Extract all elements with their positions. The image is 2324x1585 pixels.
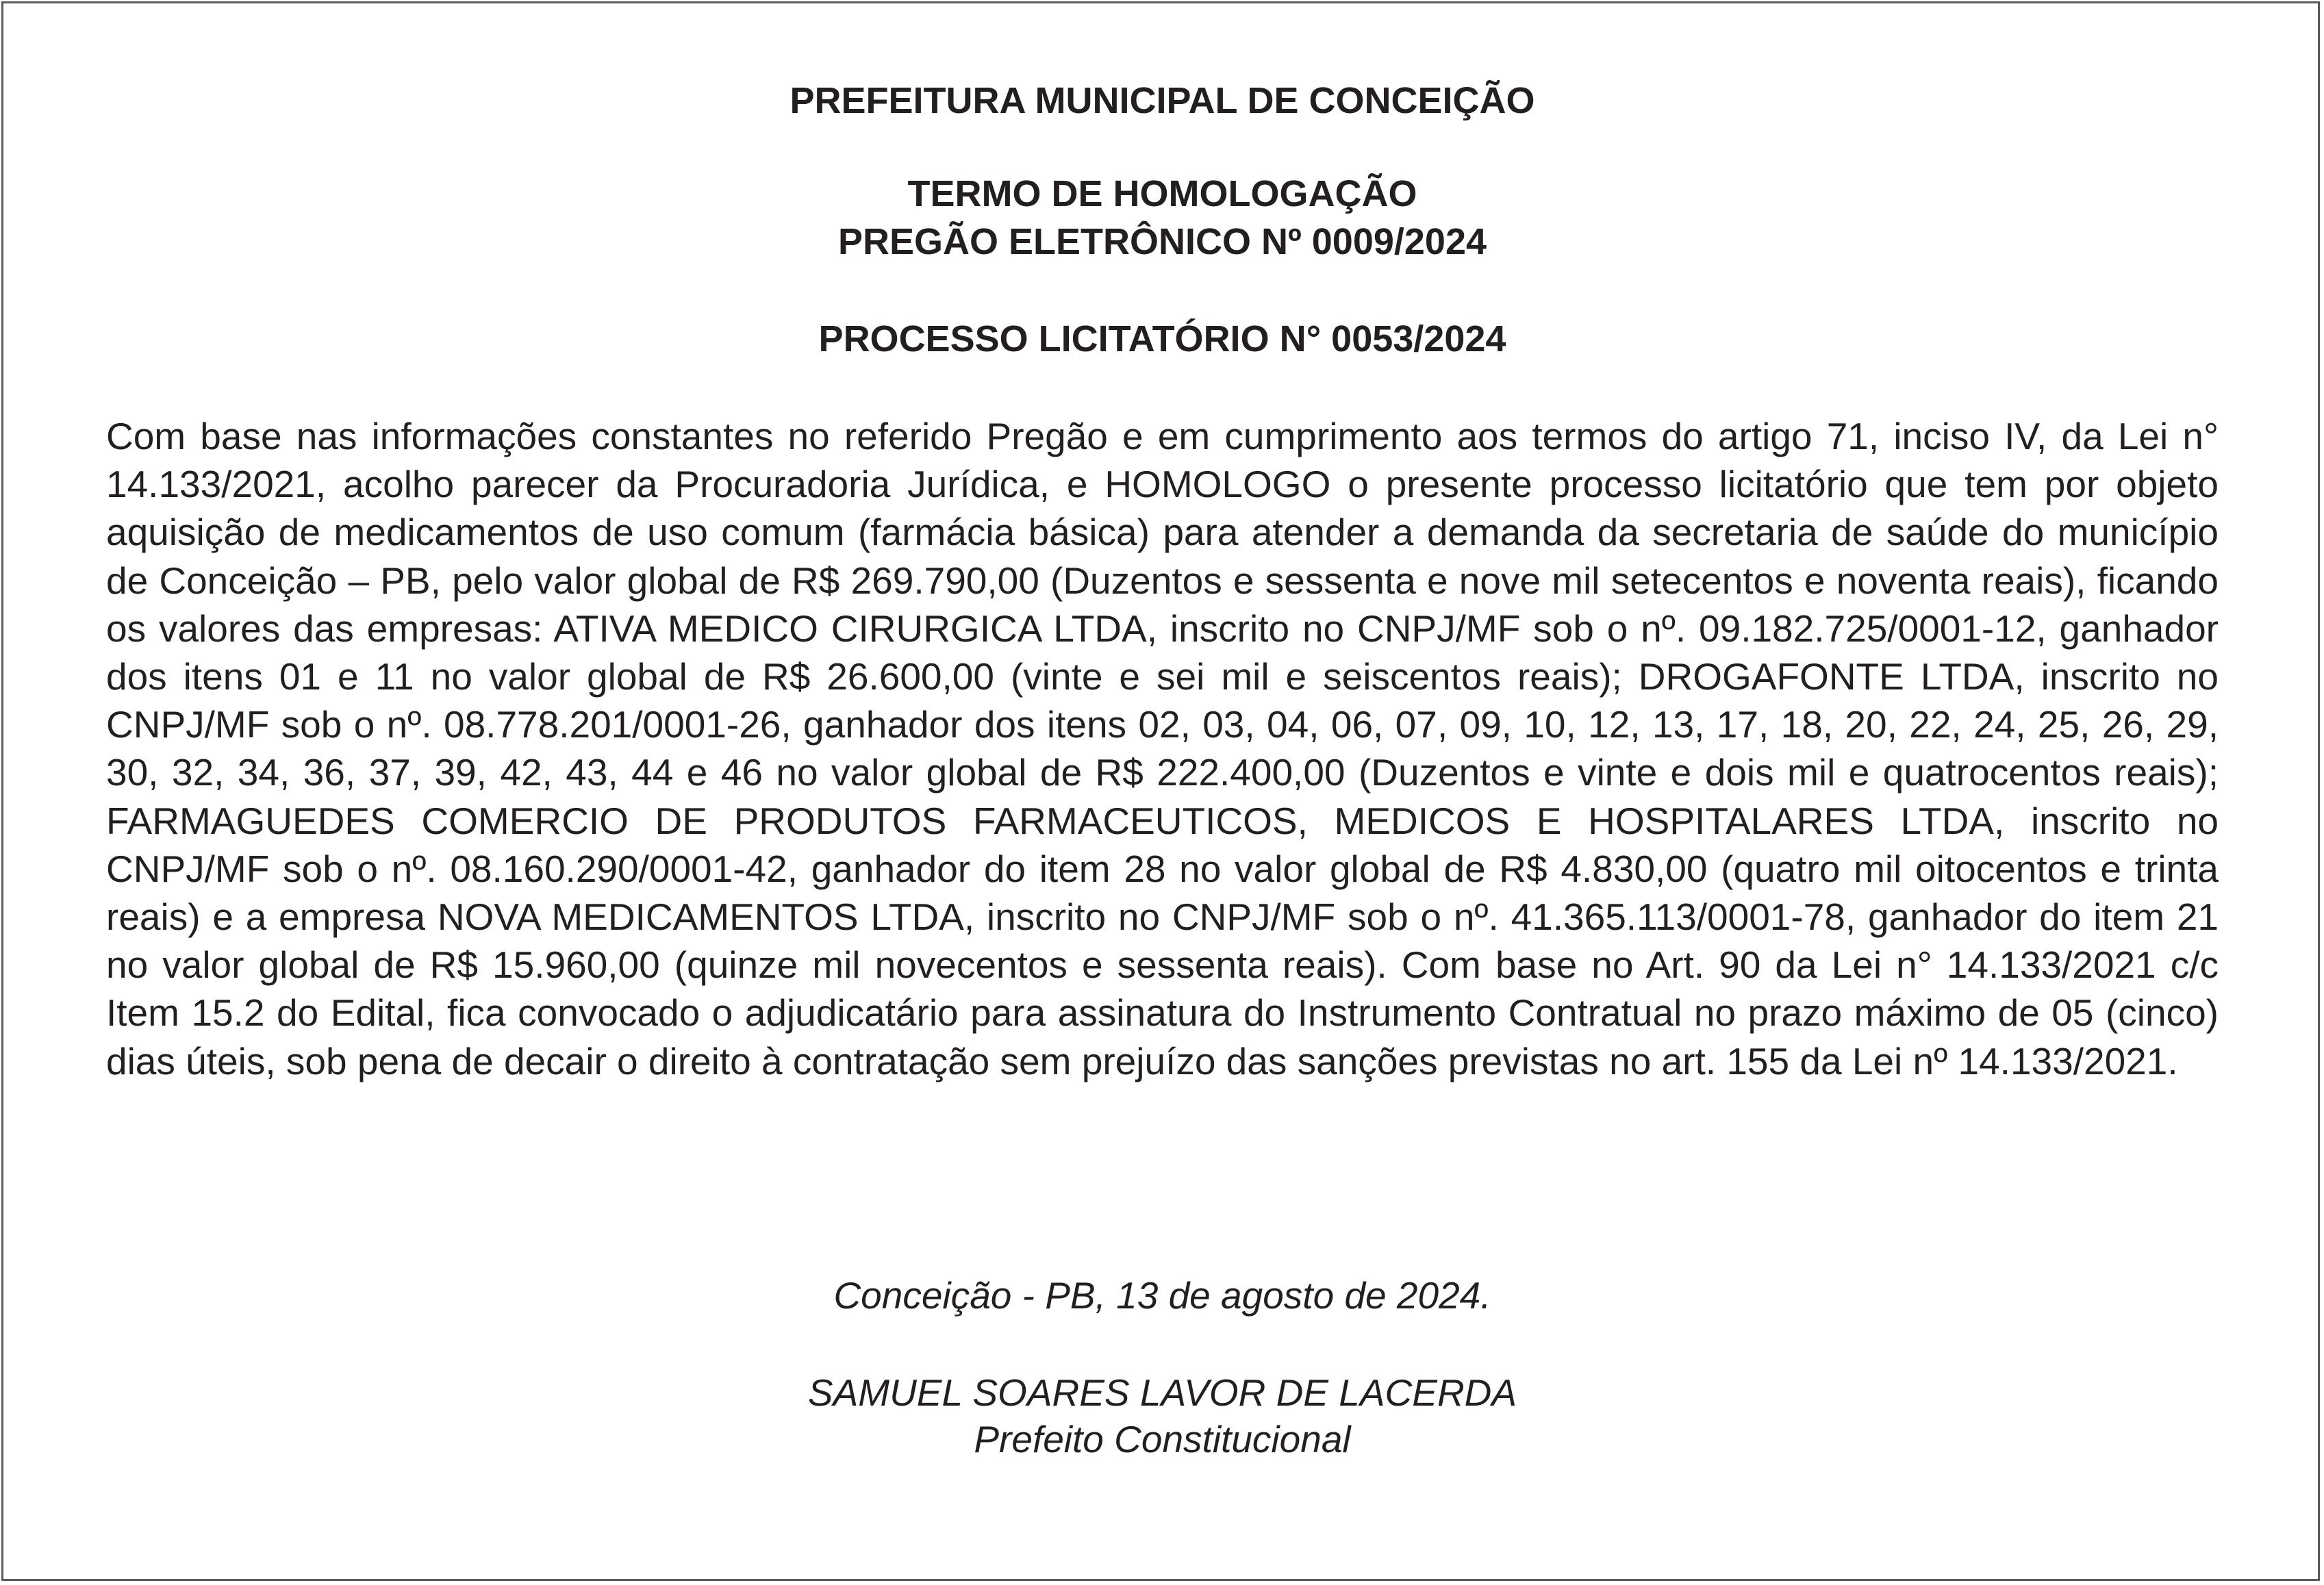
pregao-heading: PREGÃO ELETRÔNICO Nº 0009/2024 — [837, 221, 1487, 262]
signer-title: Prefeito Constitucional — [974, 1418, 1351, 1460]
signer-name: SAMUEL SOARES LAVOR DE LACERDA — [807, 1371, 1517, 1414]
body-paragraph: Com base nas informações constantes no referido Pregão e em cumprimento aos termos do artigo 71, inciso IV, da Lei n° 14.133/2021, acolho parecer da Procuradoria Jurídica, e HOMOLOGO o presente processo licitatório que tem por objeto aquisição de medicamentos de uso comum (farmácia básica) para atender a demanda da secretaria de saúde do município de Conceição – PB, pelo valor global de R$ 269.790,00 (Duzentos e sessenta e nove mil setecentos e noventa reais), ficando os valores das empresas: ATIVA MEDICO CIRURGICA LTDA, inscrito no CNPJ/MF sob o nº. 09.182.725/0001-12, ganhador dos itens 01 e 11 no valor global de R$ 26.600,00 (vinte e sei mil e seiscentos reais); DROGAFONTE LTDA, inscrito no CNPJ/MF sob o nº. 08.778.201/0001-26, ganhador dos itens 02, 03, 04, 06, 07, 09, 10, 12, 13, 17, 18, 20, 22, 24, 25, 26, 29, 30, 32, 34, 36, 37, 39, 42, 43, 44 e 46 no valor global de R$ 222.400,00 (Duzentos e vinte e dois mil e quatrocentos reais); FARMAGUEDES COMERCIO DE PRODUTOS FARMACEUTICOS, MEDICOS E HOSPITALARES LTDA, inscrito no CNPJ/MF sob o nº. 08.160.290/0001-42, ganhador do item 28 no valor global de R$ 4.830,00 (quatro mil oitocentos e trinta reais) e a empresa NOVA MEDICAMENTOS LTDA, inscrito no CNPJ/MF sob o nº. 41.365.113/0001-78, ganhador do item 21 no valor global de R$ 15.960,00 (quinze mil novecentos e sessenta reais). Com base no Art. 90 da Lei n° 14.133/2021 c/c Item 15.2 do Edital, fica convocado o adjudicatário para assinatura do Instrumento Contratual no prazo máximo de 05 (cinco) dias úteis, sob pena de decair o direito à contratação sem prejuízo das sanções previstas no art. 155 da Lei nº 14.133/2021. — [106, 415, 2219, 1082]
entity-heading: PREFEITURA MUNICIPAL DE CONCEIÇÃO — [790, 80, 1535, 121]
term-heading: TERMO DE HOMOLOGAÇÃO — [907, 173, 1417, 214]
process-heading: PROCESSO LICITATÓRIO N° 0053/2024 — [818, 318, 1506, 359]
date-line: Conceição - PB, 13 de agosto de 2024. — [833, 1274, 1491, 1317]
